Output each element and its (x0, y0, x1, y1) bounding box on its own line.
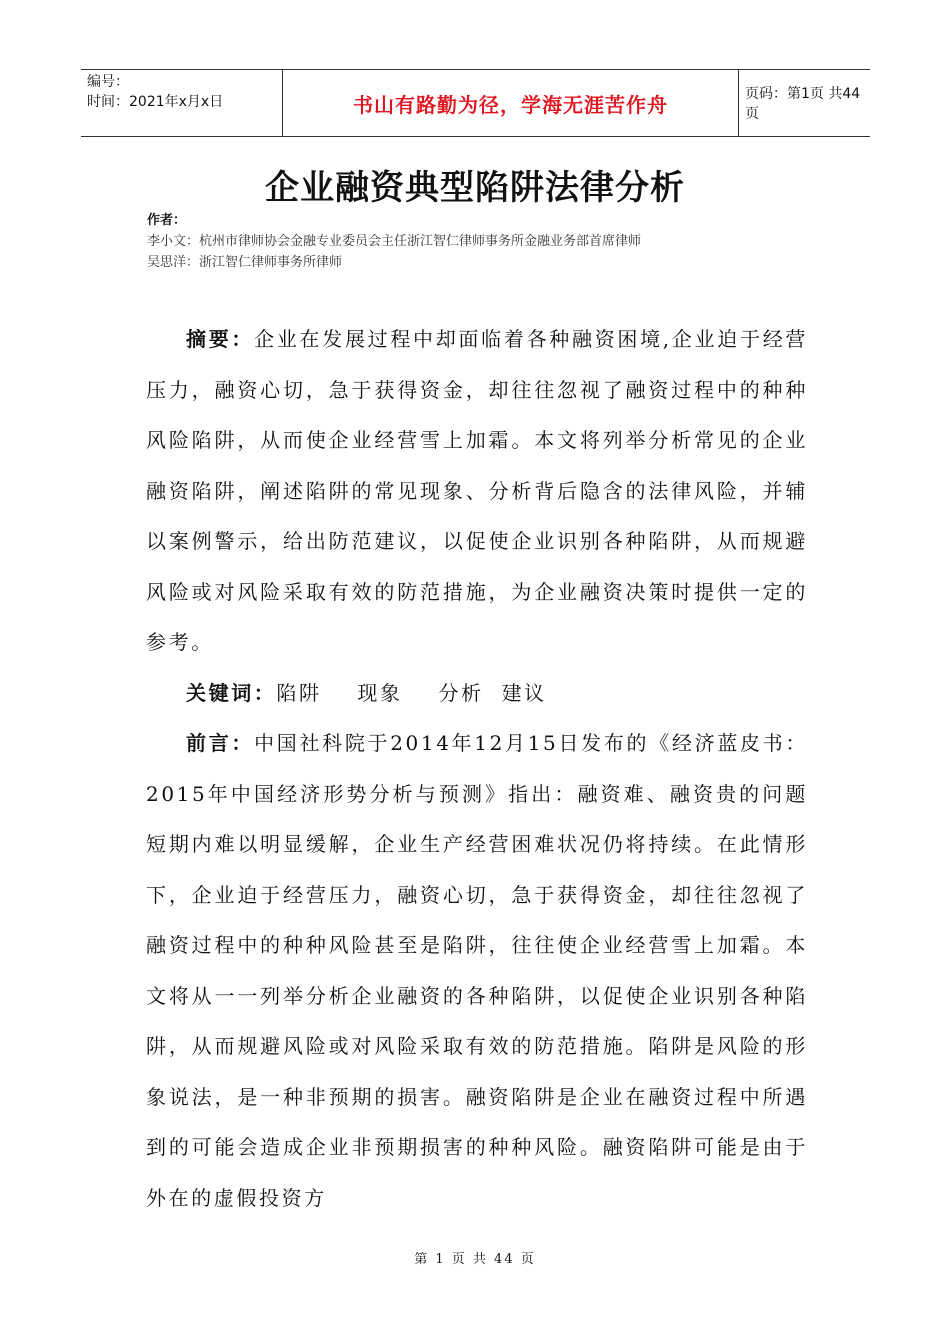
preface-paragraph (146, 718, 808, 1223)
header-motto: 书山有路勤为径，学海无涯苦作舟 (353, 92, 668, 117)
abstract-label: 摘要： (186, 327, 255, 351)
document-number-label: 编号： (87, 74, 129, 90)
preface-text: 中国社科院于2014年12月15日发布的《经济蓝皮书：2015年中国经济形势分析与预测》指出：融资难、融资贵的问题短期内难以明显缓解，企业生产经营困难状况仍将持续。在此情形下，企业迫于经营压力，融资心切，急于获得资金，却往往忽视了融资过程中的种种风险甚至是陷阱，往往使企业经营雪上加霜。本文将从一一列举分析企业融资的各种陷阱，以促使企业识别各种陷阱，从而规避风险或对风险采取有效的防范措施。陷阱是风险的形象说法，是一种非预期的损害。融资陷阱是企业在融资过程中所遇到的可能会造成企业非预期损害的种种风险。融资陷阱可能是由于外在的虚假投资方 (146, 731, 808, 1210)
page-footer: 第 1 页 共 44 页 (414, 1252, 536, 1267)
author-line: 李小文：杭州市律师协会金融专业委员会主任浙江智仁律师事务所金融业务部首席律师 (147, 234, 642, 249)
header-meta-cell (81, 70, 283, 136)
page-header (81, 69, 870, 137)
keywords-label: 关键词： (186, 680, 277, 705)
keywords-paragraph (146, 668, 808, 719)
document-title: 企业融资典型陷阱法律分析 (265, 168, 685, 208)
authors-label: 作者： (147, 213, 187, 228)
preface-label: 前言： (186, 731, 255, 755)
author-line: 吴思洋：浙江智仁律师事务所律师 (147, 255, 343, 270)
abstract-text: 企业在发展过程中却面临着各种融资困境,企业迫于经营压力，融资心切，急于获得资金，却往往忽视了融资过程中的种种风险陷阱，从而使企业经营雪上加霜。本文将列举分析常见的企业融资陷阱，阐述陷阱的常见现象、分析背后隐含的法律风险，并辅以案例警示，给出防范建议，以促使企业识别各种陷阱，从而规避风险或对风险采取有效的防范措施，为企业融资决策时提供一定的参考。 (146, 327, 808, 654)
authors-block (147, 210, 847, 273)
header-motto-cell (283, 70, 739, 136)
header-page-cell (739, 70, 870, 136)
header-page-info: 页码：第1页 共44页 (745, 86, 861, 122)
document-date: 时间：2021年x月x日 (87, 94, 224, 110)
keywords-text: 陷阱 现象 分析 建议 (276, 680, 547, 705)
abstract-paragraph (146, 314, 808, 668)
document-body (146, 314, 808, 1223)
